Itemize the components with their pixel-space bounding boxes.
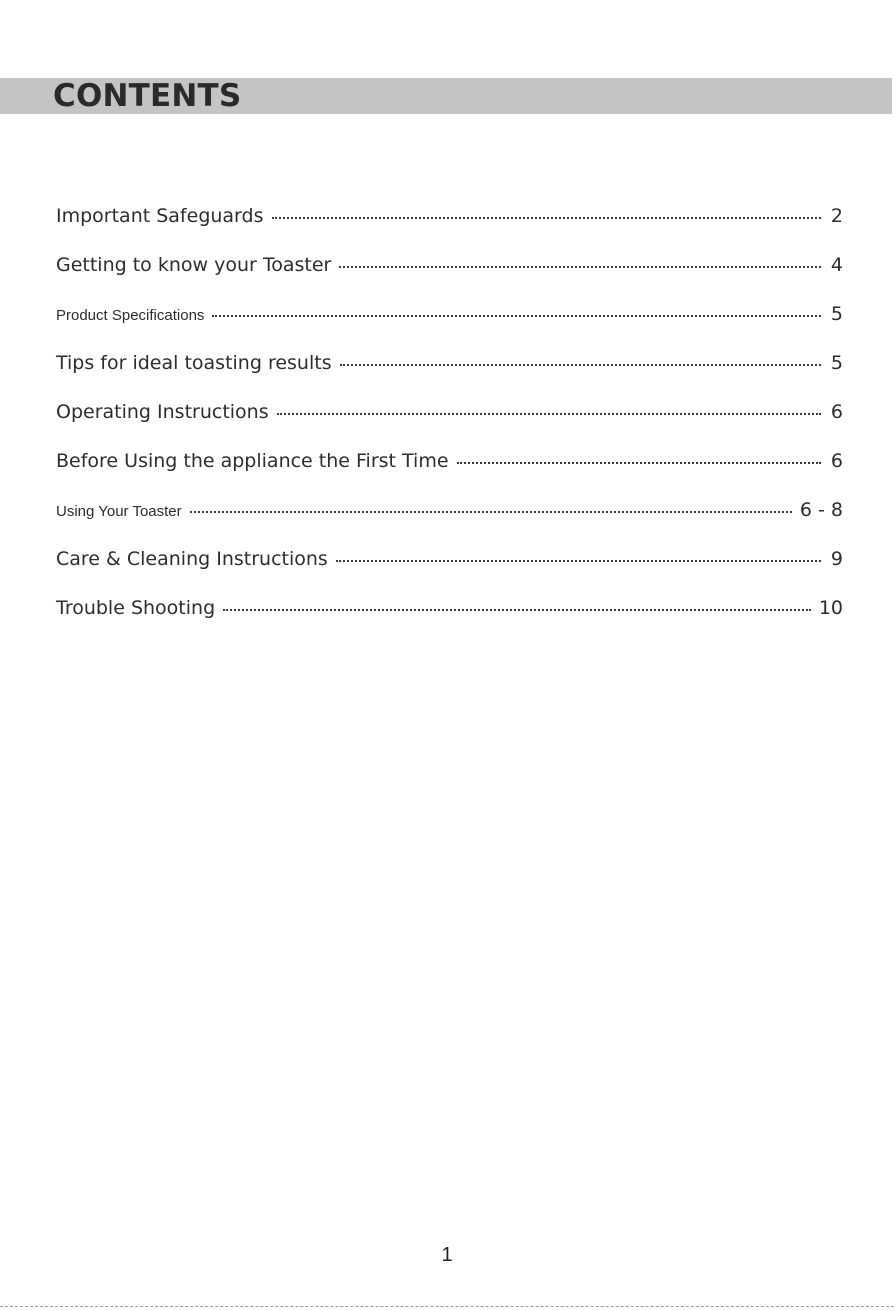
toc-entry-page: 6 — [830, 401, 843, 423]
toc-entry-title: Important Safeguards — [56, 205, 264, 227]
toc-entry-page: 2 — [830, 205, 843, 227]
toc-entry-product-specifications[interactable] — [56, 303, 843, 352]
toc-entry-title: Product Specifications — [56, 307, 205, 324]
toc-entry-trouble-shooting[interactable] — [56, 597, 843, 646]
dot-leader — [340, 364, 821, 366]
toc-entry-tips[interactable] — [56, 352, 843, 401]
dot-leader — [457, 462, 821, 464]
toc-entry-operating-instructions[interactable] — [56, 401, 843, 450]
toc-entry-page: 4 — [830, 254, 843, 276]
bottom-divider — [0, 1306, 894, 1307]
toc-entry-page: 5 — [830, 352, 843, 374]
page-title: CONTENTS — [53, 78, 242, 114]
dot-leader — [277, 413, 821, 415]
toc-entry-title: Tips for ideal toasting results — [56, 352, 332, 374]
dot-leader — [336, 560, 821, 562]
toc-entry-title: Getting to know your Toaster — [56, 254, 332, 276]
toc-entry-title: Care & Cleaning Instructions — [56, 548, 328, 570]
toc-entry-title: Operating Instructions — [56, 401, 269, 423]
toc-entry-page: 10 — [818, 597, 843, 619]
toc-entry-title: Trouble Shooting — [56, 597, 216, 619]
page-number: 1 — [441, 1244, 453, 1266]
toc-entry-before-first-use[interactable] — [56, 450, 843, 499]
dot-leader — [190, 511, 792, 513]
toc-entry-getting-to-know[interactable] — [56, 254, 843, 303]
dot-leader — [212, 315, 821, 317]
toc-entry-page: 5 — [830, 303, 843, 325]
table-of-contents — [56, 205, 843, 646]
toc-entry-page: 6 — [830, 450, 843, 472]
toc-entry-important-safeguards[interactable] — [56, 205, 843, 254]
toc-entry-care-cleaning[interactable] — [56, 548, 843, 597]
toc-entry-title: Before Using the appliance the First Time — [56, 450, 449, 472]
dot-leader — [339, 266, 821, 268]
dot-leader — [223, 609, 811, 611]
toc-entry-using-your-toaster[interactable] — [56, 499, 843, 548]
toc-entry-page: 6 - 8 — [799, 499, 843, 521]
dot-leader — [272, 217, 822, 219]
toc-entry-page: 9 — [830, 548, 843, 570]
toc-entry-title: Using Your Toaster — [56, 503, 182, 520]
